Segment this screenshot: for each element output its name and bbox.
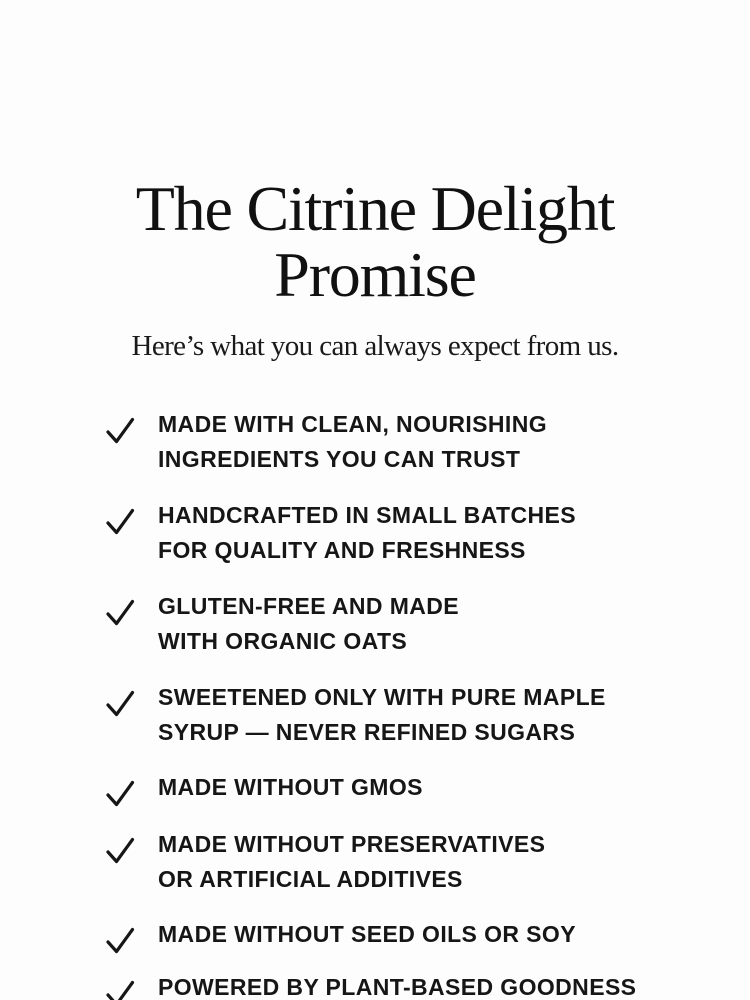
promise-line-1: MADE WITHOUT PRESERVATIVES — [158, 831, 546, 857]
promise-line-1: HANDCRAFTED IN SMALL BATCHES — [158, 502, 576, 528]
checkmark-icon — [104, 597, 136, 629]
promise-text — [158, 407, 738, 477]
promise-line-1: MADE WITHOUT GMOS — [158, 774, 423, 800]
promise-line-2: OR ARTIFICIAL ADDITIVES — [158, 866, 463, 892]
promise-text — [158, 970, 738, 1000]
checkmark-icon — [104, 978, 136, 1000]
promise-line-1: MADE WITHOUT SEED OILS OR SOY — [158, 921, 576, 947]
title-line-2: Promise — [274, 239, 476, 310]
checkmark-icon — [104, 506, 136, 538]
promise-line-2: WITH ORGANIC OATS — [158, 628, 408, 654]
promise-text — [158, 589, 738, 659]
promise-text — [158, 680, 738, 750]
checkmark-icon — [104, 925, 136, 957]
checkmark-icon — [104, 835, 136, 867]
promise-line-1: POWERED BY PLANT-BASED GOODNESS — [158, 974, 637, 1000]
checkmark-icon — [104, 415, 136, 447]
promise-line-1: GLUTEN-FREE AND MADE — [158, 593, 460, 619]
promise-line-2: SYRUP — NEVER REFINED SUGARS — [158, 719, 576, 745]
promise-text — [158, 770, 738, 805]
promise-line-1: SWEETENED ONLY WITH PURE MAPLE — [158, 684, 606, 710]
checkmark-icon — [104, 688, 136, 720]
promise-line-2: FOR QUALITY AND FRESHNESS — [158, 537, 526, 563]
promise-text — [158, 917, 738, 952]
promise-line-2: INGREDIENTS YOU CAN TRUST — [158, 446, 521, 472]
promise-text — [158, 498, 738, 568]
promise-line-1: MADE WITH CLEAN, NOURISHING — [158, 411, 548, 437]
checkmark-icon — [104, 778, 136, 810]
page-title — [0, 173, 750, 310]
promise-text — [158, 827, 738, 897]
title-line-1: The Citrine Delight — [135, 173, 615, 244]
page-subtitle: Here’s what you can always expect from us. — [131, 330, 619, 362]
